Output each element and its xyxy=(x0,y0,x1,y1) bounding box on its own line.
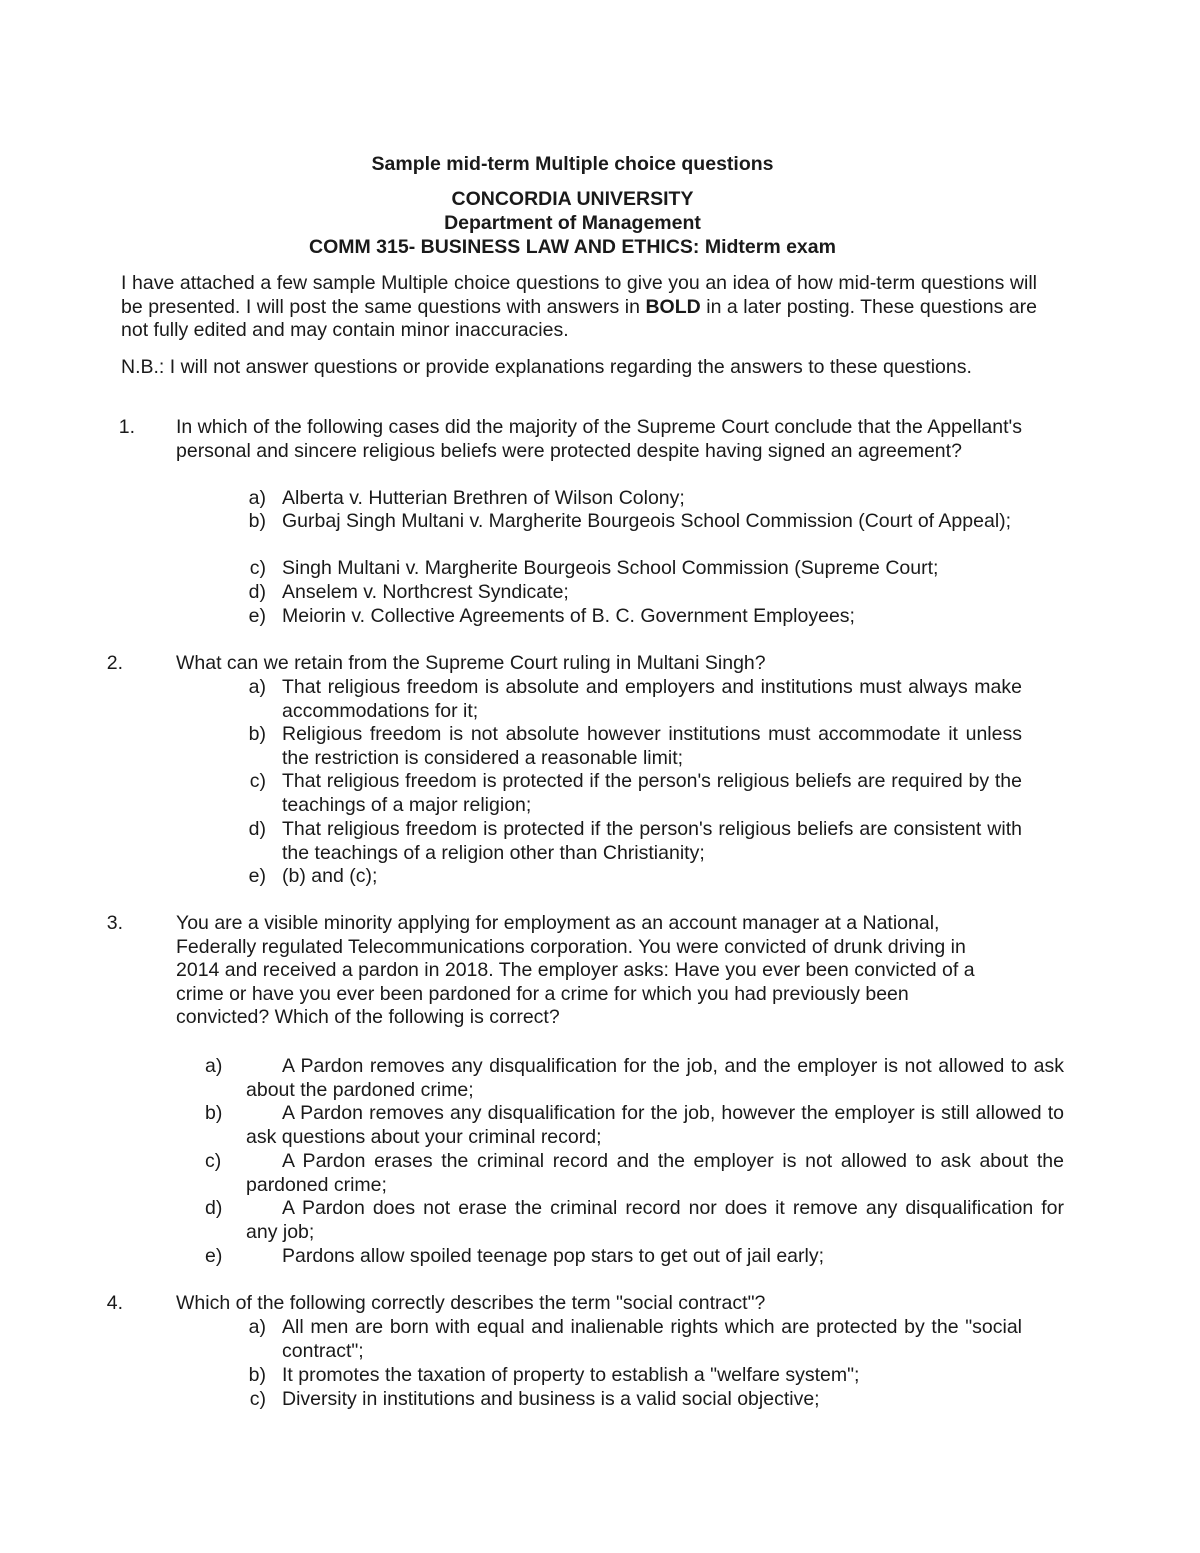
option-text: It promotes the taxation of property to establish a "welfare system"; xyxy=(282,1364,860,1386)
option-letter: e) xyxy=(205,1245,223,1267)
option-text: A Pardon erases the criminal record and the employer is not allowed to ask about the pardoned crime; xyxy=(246,1150,1064,1196)
option-letter: a) xyxy=(248,1316,266,1338)
question-number: 4. xyxy=(106,1292,123,1314)
question-text-line: Federally regulated Telecommunications corporation. You were convicted of drunk driving in xyxy=(176,935,966,958)
question-number: 1. xyxy=(118,416,135,438)
option-letter: b) xyxy=(205,1102,223,1124)
option-text: Pardons allow spoiled teenage pop stars to get out of jail early; xyxy=(282,1245,825,1267)
option-text: Meiorin v. Collective Agreements of B. C. Government Employees; xyxy=(282,605,855,627)
option-letter: e) xyxy=(248,865,266,887)
intro-bold-word: BOLD xyxy=(645,295,701,318)
intro-text-part1: I have attached a few sample Multiple choice questions to give you an idea of how mid-term questions will be presented. I will post the same questions with answers in xyxy=(121,272,1037,318)
option-letter: d) xyxy=(248,818,266,840)
option-text: Religious freedom is not absolute however institutions must accommodate it unless the restriction is considered a reasonable limit; xyxy=(282,723,1022,769)
option-text: (b) and (c); xyxy=(282,865,378,887)
option-letter: d) xyxy=(205,1197,223,1219)
option-letter: b) xyxy=(248,1364,266,1386)
option-letter: c) xyxy=(205,1150,222,1172)
option-text: Gurbaj Singh Multani v. Margherite Bourgeois School Commission (Court of Appeal); xyxy=(282,510,1012,532)
question-text-line: crime or have you ever been pardoned for a crime for which you had previously been xyxy=(176,982,909,1005)
question-number: 2. xyxy=(106,652,123,674)
option-letter: b) xyxy=(248,723,266,745)
university-name: CONCORDIA UNIVERSITY xyxy=(451,188,694,210)
question-text-line: You are a visible minority applying for employment as an account manager at a National, xyxy=(176,912,940,934)
option-letter: c) xyxy=(249,1388,266,1410)
option-letter: c) xyxy=(249,770,266,792)
option-text: Singh Multani v. Margherite Bourgeois School Commission (Supreme Court; xyxy=(282,557,939,579)
option-letter: d) xyxy=(248,581,266,603)
question-text-line: convicted? Which of the following is correct? xyxy=(176,1006,560,1029)
department-name: Department of Management xyxy=(444,212,701,234)
intro-text-part2: in a later posting. These questions are not fully edited and may contain minor inaccuracies. xyxy=(121,295,1038,342)
question-text: What can we retain from the Supreme Court ruling in Multani Singh? xyxy=(176,652,766,674)
nb-note: N.B.: I will not answer questions or provide explanations regarding the answers to these questions. xyxy=(121,356,972,378)
question-text xyxy=(176,912,975,1030)
option-text: Anselem v. Northcrest Syndicate; xyxy=(282,581,569,603)
option-text: Diversity in institutions and business is a valid social objective; xyxy=(282,1388,820,1410)
course-title: COMM 315- BUSINESS LAW AND ETHICS: Midterm exam xyxy=(309,236,836,258)
question-text: In which of the following cases did the majority of the Supreme Court conclude that the Appellant's personal and sincere religious beliefs were protected despite having signed an agreement? xyxy=(176,416,1022,462)
option-letter: b) xyxy=(248,510,266,532)
option-text: Alberta v. Hutterian Brethren of Wilson Colony; xyxy=(282,487,685,509)
option-letter: a) xyxy=(248,676,266,698)
option-letter: e) xyxy=(248,605,266,627)
option-text: That religious freedom is protected if the person's religious beliefs are required by the teachings of a major religion; xyxy=(282,770,1022,816)
option-text: A Pardon removes any disqualification for the job, however the employer is still allowed to ask questions about your criminal record; xyxy=(246,1102,1064,1148)
question-number: 3. xyxy=(106,912,123,934)
option-letter: a) xyxy=(205,1055,223,1077)
option-letter: a) xyxy=(248,487,266,509)
intro-paragraph xyxy=(121,272,1037,343)
question-text-line: 2014 and received a pardon in 2018. The employer asks: Have you ever been convicted of a xyxy=(176,959,975,982)
question-text: Which of the following correctly describes the term "social contract"? xyxy=(176,1292,766,1314)
option-text: All men are born with equal and inalienable rights which are protected by the "social contract"; xyxy=(282,1316,1022,1362)
option-text: That religious freedom is absolute and employers and institutions must always make accommodations for it; xyxy=(282,676,1022,722)
document-title: Sample mid-term Multiple choice questions xyxy=(371,153,774,175)
option-text: A Pardon removes any disqualification for the job, and the employer is not allowed to ask about the pardoned crime; xyxy=(246,1055,1064,1101)
option-letter: c) xyxy=(249,557,266,579)
option-text: A Pardon does not erase the criminal record nor does it remove any disqualification for any job; xyxy=(246,1197,1064,1243)
option-text: That religious freedom is protected if the person's religious beliefs are consistent with the teachings of a religion other than Christianity; xyxy=(282,818,1022,864)
